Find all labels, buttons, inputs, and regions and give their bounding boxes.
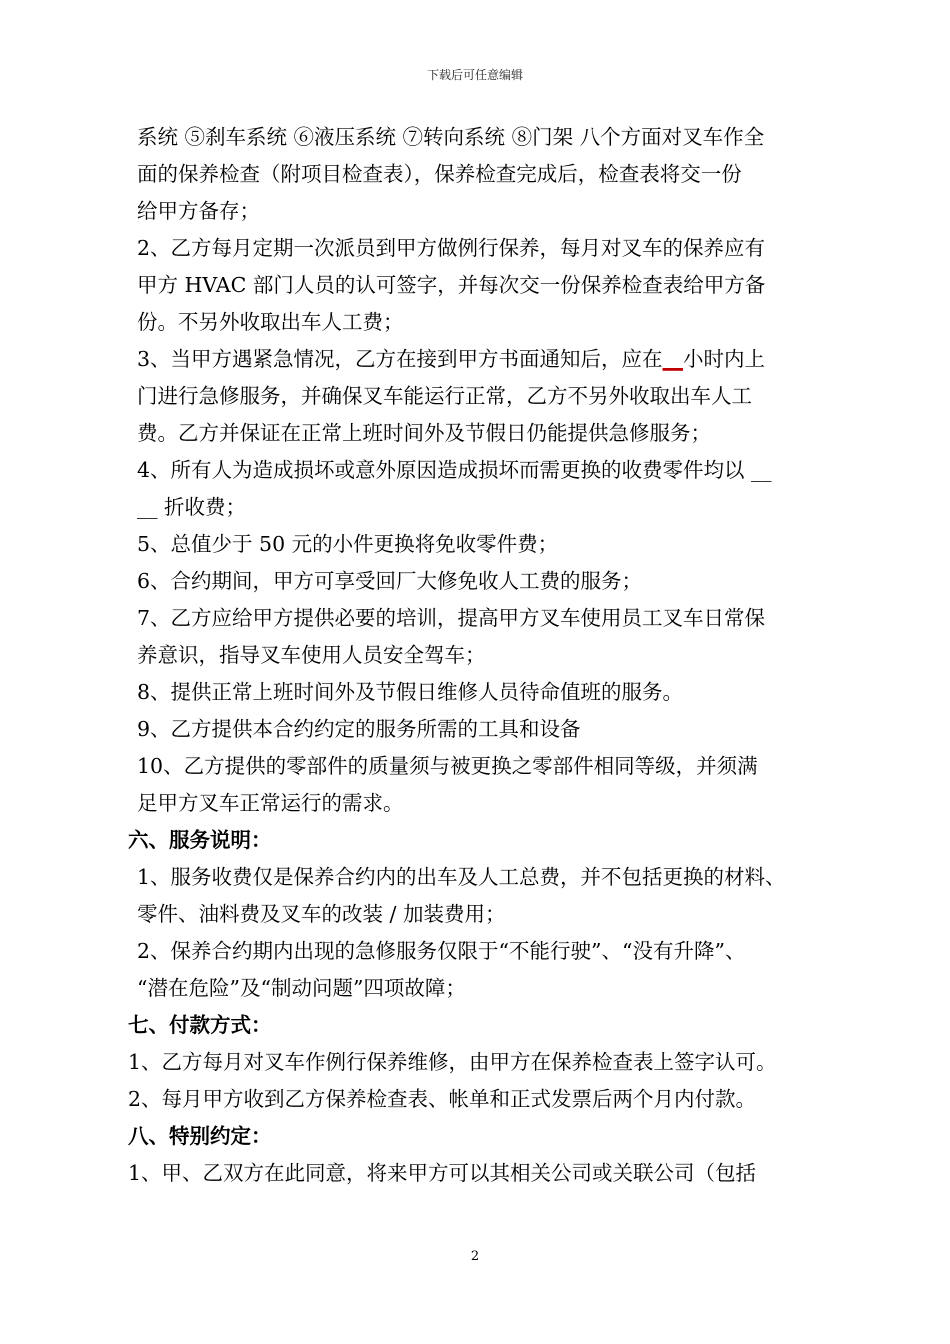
text-line: 份。不另外收取出车人工费；: [137, 310, 404, 334]
text-line: 7、乙方应给甲方提供必要的培训，提高甲方叉车使用员工叉车日常保: [137, 606, 766, 630]
text-line: 零件、油料费及叉车的改装 / 加装费用；: [137, 902, 506, 926]
section-heading: 八、特别约定：: [128, 1124, 272, 1148]
text-line: 系统 ⑤刹车系统 ⑥液压系统 ⑦转向系统 ⑧门架 八个方面对叉车作全: [137, 125, 765, 149]
section-heading: 六、服务说明：: [128, 828, 272, 852]
section-heading: 七、付款方式：: [128, 1013, 272, 1037]
text-line: 9、乙方提供本合约约定的服务所需的工具和设备: [137, 717, 581, 741]
text-line: 养意识，指导叉车使用人员安全驾车；: [137, 643, 486, 667]
text-line: 面的保养检查（附项目检查表），保养检查完成后，检查表将交一份: [137, 162, 742, 186]
text-line: 2、乙方每月定期一次派员到甲方做例行保养，每月对叉车的保养应有: [137, 236, 766, 260]
page-number: 2: [470, 1249, 480, 1264]
text-line: 5、总值少于 50 元的小件更换将免收零件费；: [137, 532, 559, 556]
fill-in-blank: __: [662, 347, 684, 371]
text-line: 2、每月甲方收到乙方保养检查表、帐单和正式发票后两个月内付款。: [128, 1087, 757, 1111]
text-line: 费。乙方并保证在正常上班时间外及节假日仍能提供急修服务；: [137, 421, 711, 445]
text-segment: 3、当甲方遇紧急情况，乙方在接到甲方书面通知后，应在: [137, 347, 663, 371]
text-line: __ 折收费；: [137, 495, 247, 519]
text-line: 甲方 HVAC 部门人员的认可签字，并每次交一份保养检查表给甲方备: [137, 273, 766, 297]
text-line: 6、合约期间，甲方可享受回厂大修免收人工费的服务；: [137, 569, 643, 593]
text-line: 4、所有人为造成损坏或意外原因造成损坏而需更换的收费零件均以 __: [137, 458, 772, 482]
text-line: 1、甲、乙双方在此同意，将来甲方可以其相关公司或关联公司（包括: [128, 1161, 757, 1185]
text-line: 1、乙方每月对叉车作例行保养维修，由甲方在保养检查表上签字认可。: [128, 1050, 777, 1074]
text-line: 足甲方叉车正常运行的需求。: [137, 791, 404, 815]
text-line: 门进行急修服务，并确保叉车能运行正常，乙方不另外收取出车人工: [137, 384, 752, 408]
text-line: [137, 349, 765, 370]
page-header: 下载后可任意编辑: [426, 68, 523, 82]
text-line: 给甲方备存；: [137, 199, 260, 223]
text-line: 1、服务收费仅是保养合约内的出车及人工总费，并不包括更换的材料、: [137, 865, 786, 889]
text-line: 10、乙方提供的零部件的质量须与被更换之零部件相同等级，并须满: [137, 754, 758, 778]
text-line: “潜在危险”及“制动问题”四项故障；: [137, 976, 466, 1000]
text-line: 2、保养合约期内出现的急修服务仅限于“不能行驶”、“没有升降”、: [137, 939, 746, 963]
text-segment: 小时内上: [683, 347, 766, 371]
text-line: 8、提供正常上班时间外及节假日维修人员待命值班的服务。: [137, 680, 684, 704]
